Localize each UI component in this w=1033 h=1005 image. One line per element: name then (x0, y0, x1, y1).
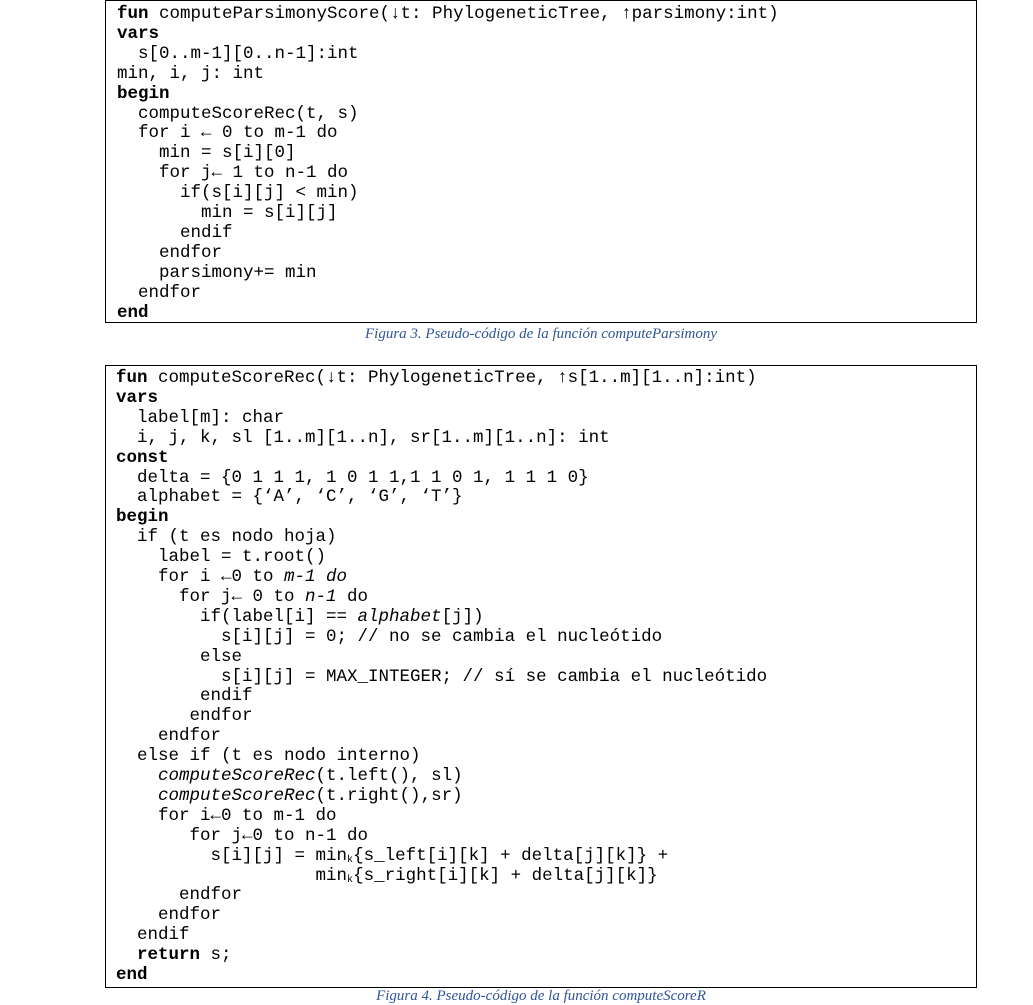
code-line (116, 448, 169, 468)
code-text: s[i][j] = min (116, 845, 348, 866)
figure-4-caption: Figura 4. Pseudo-código de la función computeScoreR (376, 988, 706, 1004)
code-text: if(label[i] == (116, 606, 358, 627)
code-keyword: begin (116, 507, 169, 528)
code-text: s[0..m-1][0..n-1]:int (117, 43, 359, 64)
code-line (116, 866, 658, 886)
code-keyword: end (116, 965, 148, 985)
code-line (116, 746, 421, 766)
code-text: label[m]: char (116, 407, 285, 428)
code-text: label = t.root() (116, 547, 327, 568)
code-text: s; (200, 945, 232, 966)
code-keyword: begin (117, 83, 170, 104)
code-line (117, 44, 359, 64)
code-line (116, 726, 221, 746)
code-text: for i ←0 to (116, 567, 285, 587)
code-line (116, 846, 668, 866)
code-line (116, 587, 368, 607)
code-line (117, 303, 149, 323)
code-line (117, 4, 779, 24)
code-text: min = s[i][j] (117, 203, 338, 223)
code-text: {s_right[i][k] + delta[j][k]} (353, 865, 658, 886)
code-text: computeScoreRec(↓t: PhylogeneticTree, ↑s[1..m][1..n]:int) (147, 368, 757, 388)
code-text: alphabet = {‘A’, ‘C’, ‘G’, ‘T’} (116, 487, 463, 508)
code-text: alphabet (357, 606, 442, 627)
code-text: computeScoreRec (158, 766, 316, 786)
code-line (116, 647, 242, 667)
code-text: for j← 1 to n-1 do (117, 163, 349, 184)
code-line (116, 766, 463, 786)
code-text: min (116, 865, 348, 886)
code-text: for i ← 0 to m-1 do (117, 123, 338, 144)
code-keyword: return (116, 945, 201, 966)
code-line (116, 786, 463, 806)
code-line (116, 368, 757, 388)
code-text: endfor (116, 905, 222, 926)
code-line (116, 706, 253, 726)
code-line (116, 567, 347, 587)
code-text: n-1 (305, 586, 337, 607)
code-text (116, 786, 158, 806)
code-line (117, 84, 170, 104)
code-line (117, 143, 296, 163)
code-text: (t.right(),sr) (315, 785, 463, 806)
code-text: parsimony+= min (117, 262, 317, 283)
code-text: computeScoreRec(t, s) (117, 103, 359, 124)
code-line (116, 627, 662, 647)
code-text: for i←0 to m-1 do (116, 805, 337, 826)
code-text: endfor (117, 242, 223, 263)
code-text: i, j, k, sl [1..m][1..n], sr[1..m][1..n]: int (116, 427, 610, 448)
code-subscript: k (347, 874, 354, 886)
code-line (117, 183, 359, 203)
code-text: endfor (116, 706, 253, 727)
code-text: for j←0 to n-1 do (116, 825, 369, 846)
code-line (116, 965, 148, 985)
code-text: endfor (116, 726, 222, 747)
code-subscript: k (347, 854, 354, 866)
code-line (116, 925, 190, 945)
code-text: endfor (117, 282, 202, 303)
code-line (116, 806, 337, 826)
code-line (117, 203, 338, 223)
code-text: min = s[i][0] (117, 143, 296, 164)
code-text: [j]) (441, 606, 484, 627)
code-keyword: end (117, 302, 149, 323)
code-line (116, 885, 242, 905)
code-text: else (116, 646, 243, 667)
code-line (117, 223, 233, 243)
code-keyword: vars (117, 23, 160, 44)
code-line (116, 468, 589, 488)
code-line (116, 388, 158, 408)
code-line (116, 408, 284, 428)
code-text: else if (t es nodo interno) (116, 746, 421, 767)
code-text: {s_left[i][k] + delta[j][k]} + (353, 845, 669, 866)
code-line (116, 945, 232, 965)
code-listing-compute-parsimony (105, 0, 977, 323)
code-keyword: fun (116, 368, 148, 388)
code-line (116, 905, 221, 925)
code-line (117, 64, 264, 84)
code-text: if(s[i][j] < min) (117, 183, 359, 204)
code-line (116, 667, 767, 687)
code-line (117, 243, 222, 263)
code-line (116, 527, 337, 547)
code-line (116, 607, 484, 627)
code-listing-compute-score-rec (105, 365, 977, 988)
code-text: computeScoreRec (158, 785, 316, 806)
code-line (117, 263, 317, 283)
code-line (116, 428, 610, 448)
code-line (117, 163, 348, 183)
code-text: min, i, j: int (117, 63, 265, 84)
code-line (117, 123, 338, 143)
code-text: m-1 do (284, 567, 348, 587)
code-line (117, 283, 201, 303)
code-line (116, 487, 463, 507)
code-text (116, 766, 158, 786)
code-text: endfor (116, 885, 243, 906)
code-text: endif (116, 925, 190, 946)
code-text: endif (117, 222, 233, 243)
figure-3-caption: Figura 3. Pseudo-código de la función computeParsimony (364, 326, 718, 342)
code-keyword: const (116, 447, 169, 468)
code-line (116, 547, 326, 567)
code-keyword: fun (117, 4, 149, 24)
code-text: delta = {0 1 1 1, 1 0 1 1,1 1 0 1, 1 1 1 0} (116, 467, 589, 488)
code-line (116, 826, 368, 846)
code-line (116, 686, 253, 706)
code-text: for j← 0 to (116, 586, 306, 607)
code-text: s[i][j] = MAX_INTEGER; // sí se cambia el nucleótido (116, 666, 768, 687)
code-line (117, 24, 159, 44)
code-text: do (336, 586, 369, 607)
code-text: endif (116, 686, 253, 707)
code-text: if (t es nodo hoja) (116, 527, 337, 548)
code-line (117, 104, 359, 124)
code-text: computeParsimonyScore(↓t: PhylogeneticTree, ↑parsimony:int) (148, 4, 779, 24)
code-keyword: vars (116, 387, 159, 408)
code-text: s[i][j] = 0; // no se cambia el nucleótido (116, 626, 663, 647)
code-text: (t.left(), sl) (315, 766, 463, 786)
code-line (116, 507, 169, 527)
